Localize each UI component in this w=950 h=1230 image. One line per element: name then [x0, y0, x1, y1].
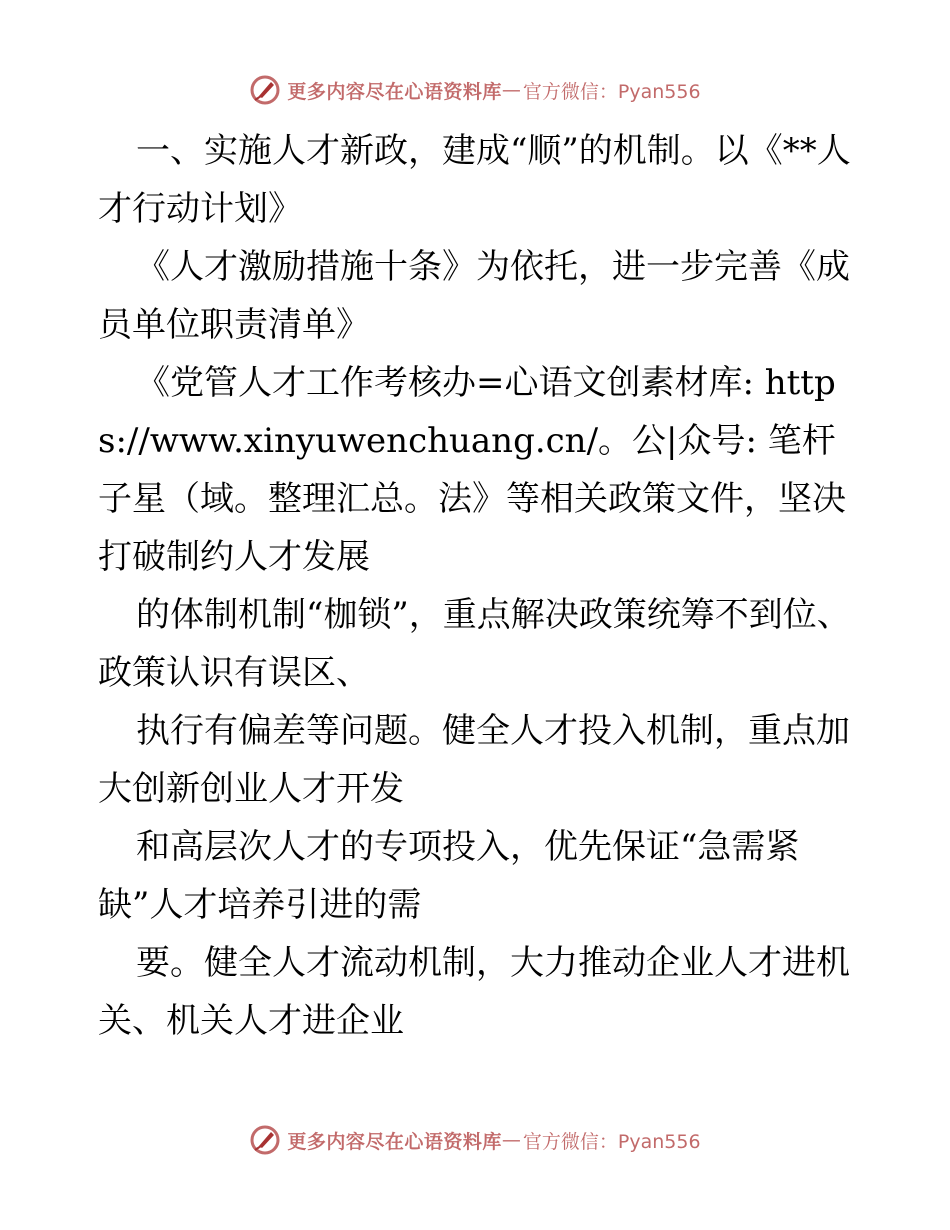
header-separator: —	[501, 79, 521, 101]
footer-separator: —	[501, 1129, 521, 1151]
pen-logo-icon	[249, 1124, 281, 1156]
document-body	[98, 122, 858, 1050]
footer-wechat-text: 官方微信：Pyan556	[522, 1130, 701, 1153]
footer-brand-text: 更多内容尽在心语资料库	[287, 1130, 502, 1153]
paragraph: 《人才激励措施十条》为依托，进一步完善《成员单位职责清单》	[98, 247, 850, 345]
paragraph: 的体制机制“枷锁”，重点解决政策统筹不到位、政策认识有误区、	[98, 595, 851, 693]
footer-banner	[0, 1120, 950, 1160]
paragraph: 和高层次人才的专项投入，优先保证“急需紧缺”人才培养引进的需	[98, 827, 800, 925]
paragraph: 要。健全人才流动机制，大力推动企业人才进机关、机关人才进企业	[98, 943, 850, 1041]
paragraph: 《党管人才工作考核办=心语文创素材库: https://www.xinyuwenchuang.cn/。公|众号: 笔杆子星（域。整理汇总。法》等相关政策文件，坚决打破制约人才发展	[98, 363, 846, 577]
header-wechat-text: 官方微信：Pyan556	[522, 80, 701, 103]
paragraph: 一、实施人才新政，建成“顺”的机制。以《**人才行动计划》	[98, 131, 851, 229]
paragraph: 执行有偏差等问题。健全人才投入机制，重点加大创新创业人才开发	[98, 711, 850, 809]
header-banner	[0, 70, 950, 110]
pen-logo-icon	[249, 74, 281, 106]
header-brand-text: 更多内容尽在心语资料库	[287, 80, 502, 103]
